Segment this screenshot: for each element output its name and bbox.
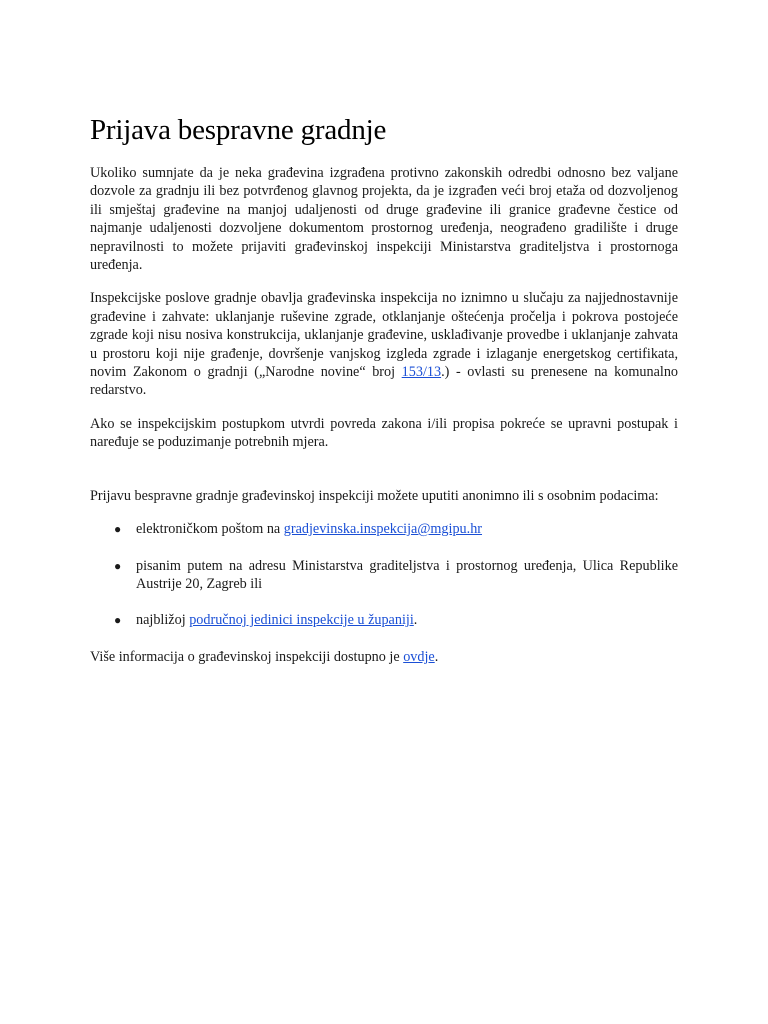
regional-unit-link[interactable]: područnoj jedinici inspekcije u županiji <box>189 612 414 629</box>
page-title: Prijava bespravne gradnje <box>90 114 387 146</box>
procedure-paragraph: Ako se inspekcijskim postupkom utvrdi povreda zakona i/ili propisa pokreće se upravni postupak i naređuje se poduzimanje potrebnih mjera. <box>90 415 678 451</box>
document-page <box>90 112 678 666</box>
list-item-post-text: pisanim putem na adresu Ministarstva graditeljstva i prostornog uređenja, Ulica Republike Austrije 20, Zagreb ili <box>136 557 678 592</box>
inspection-paragraph-text: Inspekcijske poslove gradnje obavlja građevinska inspekcija no iznimno u slučaju za najjednostavnije građevine i zahvate: uklanjanje ruševine zgrade, otklanjanje oštećenja pročelja i pokrova postojeće zgrade koji nisu nosiva konstrukcija, uklanjanje građevine, usklađivanje provedbe i uklanjanje zahvata u prostoru koji nije građenje, dovršenje vanjskog izgleda zgrade i izlaganje energetskog certifikata, novim Zakonom o gradnji („Narodne novine“ broj <box>90 290 678 381</box>
more-info-link[interactable]: ovdje <box>403 648 435 665</box>
law-reference-link[interactable]: 153/13 <box>401 364 442 381</box>
more-info-paragraph <box>90 648 678 666</box>
bullet-icon: ● <box>114 522 122 537</box>
inspection-paragraph-tail: .) - ovlasti su prenesene na komunalno redarstvo. <box>90 364 679 399</box>
list-item-email <box>90 520 678 538</box>
bullet-icon: ● <box>114 613 122 628</box>
intro-paragraph: Ukoliko sumnjate da je neka građevina izgrađena protivno zakonskih odredbi odnosno bez valjane dozvole za gradnju ili bez potvrđenog glavnog projekta, da je izgrađen veći broj etaža od dozvoljenog ili smještaj građevine na manjoj udaljenosti od druge građevine ili granice građevne čestice od najmanje udaljenosti dozvoljene dokumentom prostornog uređenja, neograđeno gradilište i druge nepravilnosti to možete prijaviti građevinskoj inspekciji Ministarstva graditeljstva i prostornoga uređenja. <box>90 165 678 274</box>
bullet-icon: ● <box>114 558 122 573</box>
report-intro-paragraph: Prijavu bespravne gradnje građevinskoj inspekciji možete uputiti anonimno ili s osobnim podacima: <box>90 487 659 504</box>
report-methods-list <box>90 520 678 630</box>
list-item-post <box>90 557 678 594</box>
list-item-email-text: elektroničkom poštom na <box>136 521 284 538</box>
list-item-regional <box>90 611 678 629</box>
more-info-tail: . <box>434 648 439 665</box>
email-link[interactable]: gradjevinska.inspekcija@mgipu.hr <box>283 521 483 538</box>
list-item-regional-tail: . <box>413 612 418 629</box>
inspection-paragraph <box>90 289 678 399</box>
list-item-regional-text: najbližoj <box>136 612 190 629</box>
more-info-text: Više informacija o građevinskoj inspekciji dostupno je <box>90 648 404 665</box>
